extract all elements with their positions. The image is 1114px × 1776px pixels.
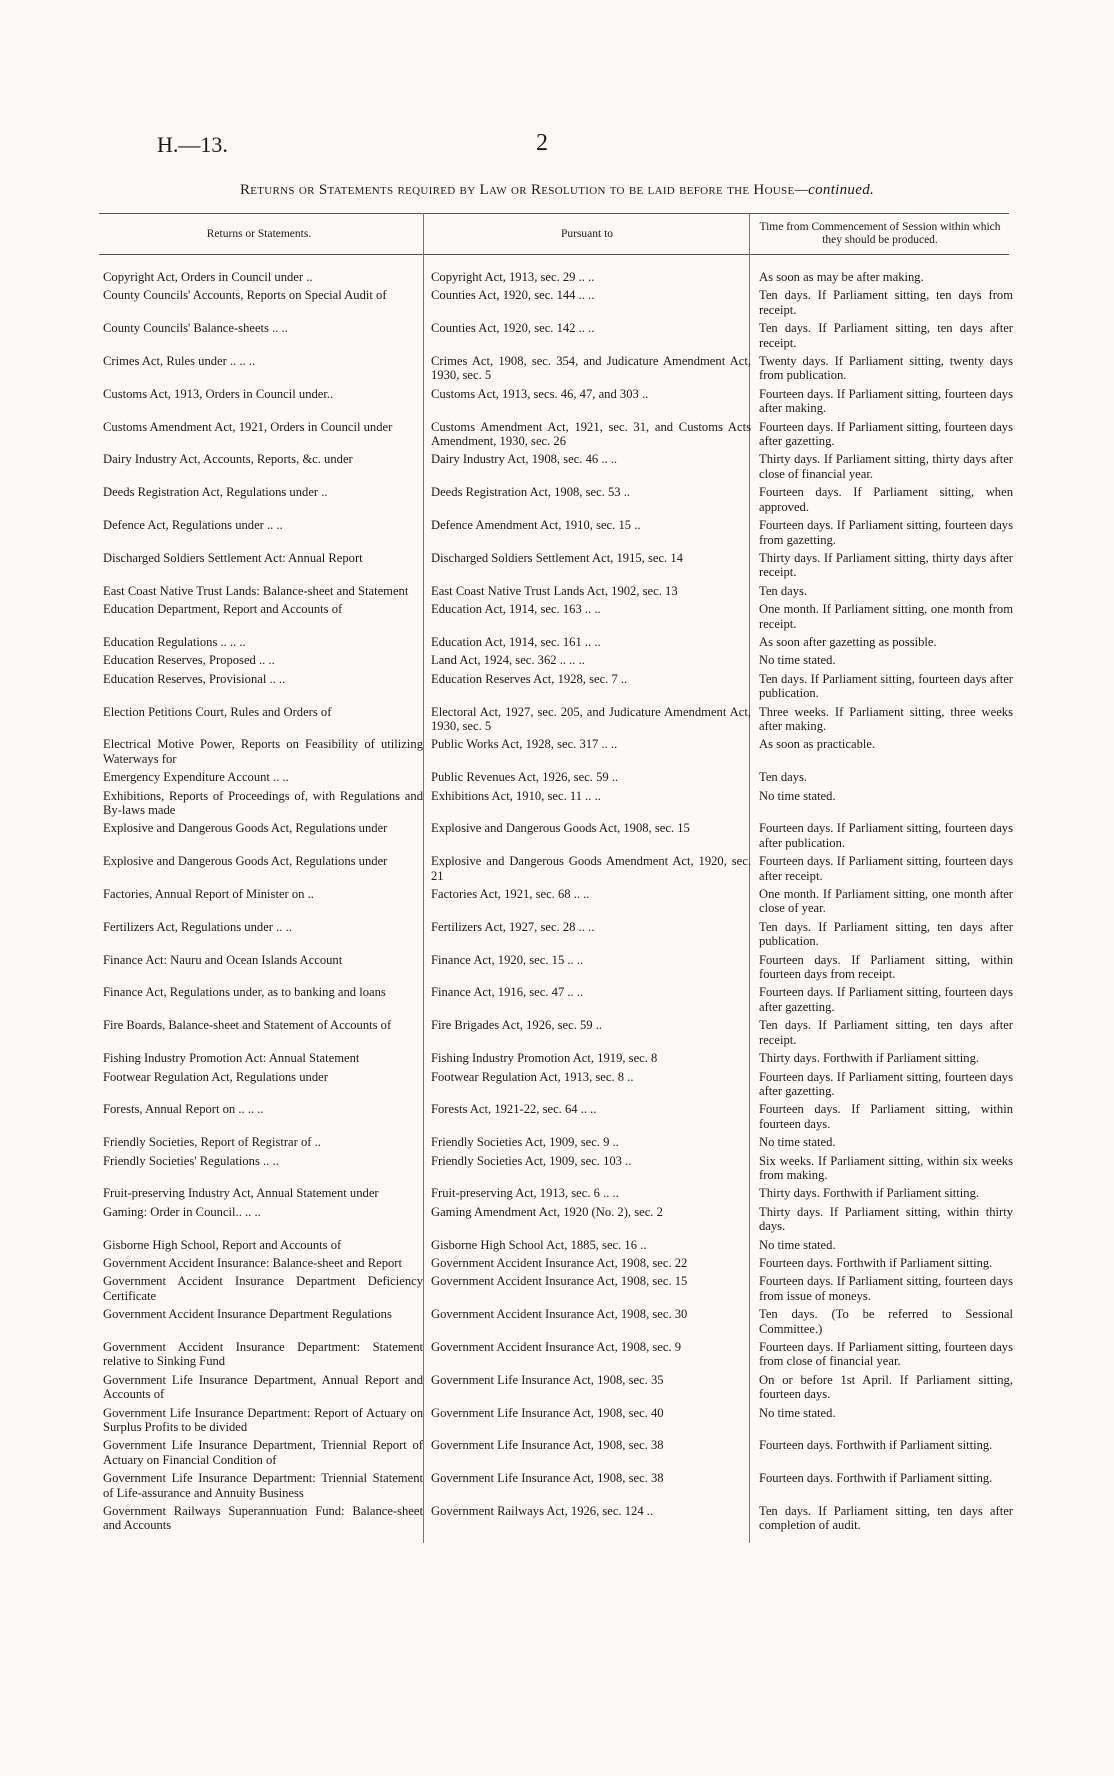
table-row xyxy=(99,551,1017,584)
returns-cell: Footwear Regulation Act, Regulations under xyxy=(103,1069,328,1084)
title-suffix: —continued. xyxy=(794,182,875,198)
pursuant-cell: Public Revenues Act, 1926, sec. 59 .. xyxy=(431,770,619,785)
time-cell: Thirty days. If Parliament sitting, thirty days after close of financial year. xyxy=(759,452,1013,481)
pursuant-cell: Finance Act, 1916, sec. 47 .. .. xyxy=(431,985,584,1000)
table-row xyxy=(99,387,1017,420)
returns-cell: Government Railways Superannuation Fund: Balance-sheet and Accounts xyxy=(103,1504,423,1533)
returns-cell: Government Accident Insurance: Balance-sheet and Report xyxy=(103,1255,402,1270)
pursuant-cell: Copyright Act, 1913, sec. 29 .. .. xyxy=(431,270,595,284)
returns-cell: East Coast Native Trust Lands: Balance-sheet and Statement xyxy=(103,583,409,598)
returns-cell: Finance Act, Regulations under, as to banking and loans xyxy=(103,985,386,1000)
table-row xyxy=(99,1438,1017,1471)
pursuant-cell: Friendly Societies Act, 1909, sec. 103 .. xyxy=(431,1153,632,1168)
pursuant-cell: Factories Act, 1921, sec. 68 .. .. xyxy=(431,887,590,902)
time-cell: Thirty days. Forthwith if Parliament sitting. xyxy=(759,1051,980,1066)
pursuant-cell: Finance Act, 1920, sec. 15 .. .. xyxy=(431,952,584,967)
table-row xyxy=(99,1406,1017,1439)
pursuant-cell: Explosive and Dangerous Goods Act, 1908, sec. 15 xyxy=(431,821,690,836)
table-row xyxy=(99,1274,1017,1307)
returns-cell: Fishing Industry Promotion Act: Annual Statement xyxy=(103,1051,360,1066)
column-header-time: Time from Commencement of Session within which they should be produced. xyxy=(759,221,1001,246)
pursuant-cell: Deeds Registration Act, 1908, sec. 53 .. xyxy=(431,485,631,500)
table-row xyxy=(99,518,1017,551)
returns-cell: Emergency Expenditure Account .. .. xyxy=(103,770,289,785)
pursuant-cell: Friendly Societies Act, 1909, sec. 9 .. xyxy=(431,1135,619,1150)
pursuant-cell: Defence Amendment Act, 1910, sec. 15 .. xyxy=(431,518,641,533)
header-top-rule xyxy=(99,213,1009,214)
pursuant-cell: Electoral Act, 1927, sec. 205, and Judicature Amendment Act, 1930, sec. 5 xyxy=(431,704,751,733)
pursuant-cell: Footwear Regulation Act, 1913, sec. 8 .. xyxy=(431,1069,634,1084)
pursuant-cell: Government Accident Insurance Act, 1908, sec. 9 xyxy=(431,1340,682,1354)
pursuant-cell: Government Accident Insurance Act, 1908, sec. 30 xyxy=(431,1307,688,1322)
returns-cell: Customs Act, 1913, Orders in Council under.. xyxy=(103,386,334,401)
table-row xyxy=(99,1205,1017,1238)
pursuant-cell: Counties Act, 1920, sec. 144 .. .. xyxy=(431,288,595,303)
pursuant-cell: Crimes Act, 1908, sec. 354, and Judicature Amendment Act, 1930, sec. 5 xyxy=(431,354,751,383)
pursuant-cell: Fire Brigades Act, 1926, sec. 59 .. xyxy=(431,1018,603,1033)
table-row xyxy=(99,789,1017,822)
time-cell: No time stated. xyxy=(759,1237,836,1252)
table-row xyxy=(99,584,1017,602)
returns-cell: Factories, Annual Report of Minister on .. xyxy=(103,887,314,902)
returns-cell: Government Accident Insurance Department Deficiency Certificate xyxy=(103,1274,423,1303)
time-cell: Fourteen days. If Parliament sitting, when approved. xyxy=(759,485,1013,514)
time-cell: Fourteen days. If Parliament sitting, fourteen days after gazetting. xyxy=(759,1069,1013,1098)
page-number: 2 xyxy=(536,130,548,156)
table-row xyxy=(99,321,1017,354)
pursuant-cell: Discharged Soldiers Settlement Act, 1915, sec. 14 xyxy=(431,550,683,565)
column-header-returns: Returns or Statements. xyxy=(206,228,312,240)
pursuant-cell: Government Life Insurance Act, 1908, sec. 35 xyxy=(431,1372,664,1387)
pursuant-cell: Dairy Industry Act, 1908, sec. 46 .. .. xyxy=(431,452,618,467)
pursuant-cell: Forests Act, 1921-22, sec. 64 .. .. xyxy=(431,1102,597,1117)
table-row xyxy=(99,1256,1017,1274)
returns-cell: Election Petitions Court, Rules and Orders of xyxy=(103,704,332,719)
table-row xyxy=(99,1102,1017,1135)
returns-cell: Education Regulations .. .. .. xyxy=(103,634,246,649)
returns-cell: Government Accident Insurance Department: Statement relative to Sinking Fund xyxy=(103,1340,423,1369)
time-cell: Ten days. (To be referred to Sessional Committee.) xyxy=(759,1307,1013,1336)
time-cell: Fourteen days. If Parliament sitting, fourteen days after gazetting. xyxy=(759,419,1013,449)
time-cell: Fourteen days. If Parliament sitting, fourteen days from issue of moneys. xyxy=(759,1274,1013,1303)
table-row xyxy=(99,1238,1017,1256)
time-cell: Thirty days. If Parliament sitting, within thirty days. xyxy=(759,1204,1013,1234)
table-row xyxy=(99,1135,1017,1153)
pursuant-cell: Explosive and Dangerous Goods Amendment Act, 1920, sec. 21 xyxy=(431,854,751,883)
table-row xyxy=(99,1070,1017,1103)
time-cell: Fourteen days. Forthwith if Parliament sitting. xyxy=(759,1438,993,1453)
time-cell: Thirty days. Forthwith if Parliament sitting. xyxy=(759,1186,980,1201)
pursuant-cell: East Coast Native Trust Lands Act, 1902, sec. 13 xyxy=(431,583,678,598)
time-cell: Six weeks. If Parliament sitting, within six weeks from making. xyxy=(759,1153,1013,1182)
returns-table xyxy=(99,270,1017,1537)
table-row xyxy=(99,672,1017,705)
pursuant-cell: Fertilizers Act, 1927, sec. 28 .. .. xyxy=(431,919,595,934)
time-cell: As soon as may be after making. xyxy=(759,270,924,284)
time-cell: Ten days. If Parliament sitting, ten days after publication. xyxy=(759,919,1013,949)
time-cell: No time stated. xyxy=(759,1405,836,1420)
pursuant-cell: Customs Amendment Act, 1921, sec. 31, and Customs Acts Amendment, 1930, sec. 26 xyxy=(431,419,751,449)
pursuant-cell: Government Accident Insurance Act, 1908, sec. 22 xyxy=(431,1255,688,1270)
time-cell: Fourteen days. If Parliament sitting, within fourteen days from receipt. xyxy=(759,952,1013,982)
time-cell: No time stated. xyxy=(759,1135,836,1150)
table-row xyxy=(99,920,1017,953)
pursuant-cell: Fishing Industry Promotion Act, 1919, sec. 8 xyxy=(431,1051,658,1066)
returns-cell: Fire Boards, Balance-sheet and Statement of Accounts of xyxy=(103,1018,392,1033)
time-cell: Fourteen days. If Parliament sitting, fourteen days from gazetting. xyxy=(759,518,1013,547)
returns-cell: Dairy Industry Act, Accounts, Reports, &c. under xyxy=(103,452,353,467)
time-cell: Fourteen days. If Parliament sitting, fourteen days from close of financial year. xyxy=(759,1340,1013,1369)
time-cell: As soon after gazetting as possible. xyxy=(759,634,937,649)
pursuant-cell: Fruit-preserving Act, 1913, sec. 6 .. .. xyxy=(431,1186,619,1201)
table-row xyxy=(99,705,1017,738)
time-cell: Fourteen days. If Parliament sitting, fourteen days after gazetting. xyxy=(759,985,1013,1014)
title-main: Returns or Statements required by Law or Resolution to be laid before the House xyxy=(239,182,795,198)
time-cell: Fourteen days. If Parliament sitting, within fourteen days. xyxy=(759,1102,1013,1131)
returns-cell: Exhibitions, Reports of Proceedings of, with Regulations and By-laws made xyxy=(103,788,423,817)
table-row xyxy=(99,1340,1017,1373)
returns-table-body xyxy=(99,270,1017,1537)
time-cell: Ten days. If Parliament sitting, ten days after receipt. xyxy=(759,1018,1013,1047)
returns-cell: Defence Act, Regulations under .. .. xyxy=(103,518,283,533)
time-cell: As soon as practicable. xyxy=(759,737,876,752)
time-cell: Fourteen days. If Parliament sitting, fourteen days after receipt. xyxy=(759,854,1013,883)
time-cell: Thirty days. If Parliament sitting, thirty days after receipt. xyxy=(759,550,1013,580)
table-row xyxy=(99,354,1017,387)
pursuant-cell: Gisborne High School Act, 1885, sec. 16 .. xyxy=(431,1237,647,1252)
page-title xyxy=(100,182,1014,199)
returns-cell: Copyright Act, Orders in Council under .. xyxy=(103,270,313,284)
time-cell: Ten days. If Parliament sitting, ten days after completion of audit. xyxy=(759,1504,1013,1533)
pursuant-cell: Education Reserves Act, 1928, sec. 7 .. xyxy=(431,671,628,686)
returns-cell: Government Life Insurance Department, Triennial Report of Actuary on Financial Condition of xyxy=(103,1438,423,1467)
pursuant-cell: Education Act, 1914, sec. 161 .. .. xyxy=(431,634,601,649)
table-row xyxy=(99,635,1017,653)
pursuant-cell: Government Life Insurance Act, 1908, sec. 38 xyxy=(431,1471,664,1486)
returns-cell: Electrical Motive Power, Reports on Feasibility of utilizing Waterways for xyxy=(103,737,423,766)
time-cell: One month. If Parliament sitting, one month from receipt. xyxy=(759,602,1013,631)
table-row xyxy=(99,1373,1017,1406)
returns-cell: Education Department, Report and Accounts of xyxy=(103,602,343,617)
returns-cell: Education Reserves, Proposed .. .. xyxy=(103,653,275,668)
table-row xyxy=(99,270,1017,288)
table-row xyxy=(99,985,1017,1018)
pursuant-cell: Counties Act, 1920, sec. 142 .. .. xyxy=(431,321,595,336)
time-cell: Twenty days. If Parliament sitting, twenty days from publication. xyxy=(759,354,1013,383)
time-cell: Fourteen days. If Parliament sitting, fourteen days after publication. xyxy=(759,821,1013,850)
returns-cell: Discharged Soldiers Settlement Act: Annual Report xyxy=(103,550,363,565)
time-cell: No time stated. xyxy=(759,788,836,803)
time-cell: Three weeks. If Parliament sitting, three weeks after making. xyxy=(759,704,1013,733)
time-cell: No time stated. xyxy=(759,653,836,668)
pursuant-cell: Education Act, 1914, sec. 163 .. .. xyxy=(431,602,601,617)
table-row xyxy=(99,821,1017,854)
returns-cell: Explosive and Dangerous Goods Act, Regulations under xyxy=(103,854,388,869)
header-bottom-rule xyxy=(99,254,1009,255)
time-cell: Ten days. If Parliament sitting, fourteen days after publication. xyxy=(759,671,1013,701)
returns-cell: Fruit-preserving Industry Act, Annual Statement under xyxy=(103,1186,379,1201)
table-row xyxy=(99,887,1017,920)
returns-cell: Friendly Societies' Regulations .. .. xyxy=(103,1153,279,1168)
returns-cell: Friendly Societies, Report of Registrar of .. xyxy=(103,1135,321,1150)
returns-cell: Finance Act: Nauru and Ocean Islands Account xyxy=(103,952,343,967)
returns-cell: Deeds Registration Act, Regulations under .. xyxy=(103,485,328,500)
table-row xyxy=(99,420,1017,453)
returns-cell: Fertilizers Act, Regulations under .. .. xyxy=(103,919,292,934)
time-cell: On or before 1st April. If Parliament sitting, fourteen days. xyxy=(759,1372,1013,1402)
returns-cell: Government Accident Insurance Department Regulations xyxy=(103,1307,392,1322)
table-row xyxy=(99,288,1017,321)
table-row xyxy=(99,1051,1017,1069)
returns-cell: Government Life Insurance Department: Triennial Statement of Life-assurance and Annuity Business xyxy=(103,1471,423,1500)
returns-cell: Crimes Act, Rules under .. .. .. xyxy=(103,354,256,369)
time-cell: Ten days. xyxy=(759,770,808,785)
returns-cell: Government Life Insurance Department: Report of Actuary on Surplus Profits to be divided xyxy=(103,1405,423,1435)
pursuant-cell: Government Railways Act, 1926, sec. 124 .. xyxy=(431,1504,654,1519)
time-cell: One month. If Parliament sitting, one month after close of year. xyxy=(759,887,1013,916)
table-row xyxy=(99,953,1017,986)
pursuant-cell: Exhibitions Act, 1910, sec. 11 .. .. xyxy=(431,788,601,803)
pursuant-cell: Government Accident Insurance Act, 1908, sec. 15 xyxy=(431,1274,688,1289)
table-row xyxy=(99,854,1017,887)
column-header-pursuant: Pursuant to xyxy=(560,228,614,240)
pursuant-cell: Public Works Act, 1928, sec. 317 .. .. xyxy=(431,737,618,752)
returns-cell: Education Reserves, Provisional .. .. xyxy=(103,671,286,686)
pursuant-cell: Land Act, 1924, sec. 362 .. .. .. xyxy=(431,653,585,668)
pursuant-cell: Customs Act, 1913, secs. 46, 47, and 303 .. xyxy=(431,386,649,401)
document-reference: H.—13. xyxy=(157,132,228,157)
time-cell: Fourteen days. Forthwith if Parliament sitting. xyxy=(759,1471,993,1486)
returns-cell: Customs Amendment Act, 1921, Orders in Council under xyxy=(103,419,393,434)
returns-cell: County Councils' Balance-sheets .. .. xyxy=(103,321,288,336)
table-row xyxy=(99,1018,1017,1051)
returns-cell: County Councils' Accounts, Reports on Special Audit of xyxy=(103,288,387,303)
pursuant-cell: Gaming Amendment Act, 1920 (No. 2), sec. 2 xyxy=(431,1204,663,1219)
returns-cell: Government Life Insurance Department, Annual Report and Accounts of xyxy=(103,1372,423,1402)
table-row xyxy=(99,602,1017,635)
table-row xyxy=(99,485,1017,518)
returns-cell: Forests, Annual Report on .. .. .. xyxy=(103,1102,264,1117)
returns-cell: Explosive and Dangerous Goods Act, Regulations under xyxy=(103,821,388,836)
time-cell: Fourteen days. Forthwith if Parliament sitting. xyxy=(759,1255,993,1270)
table-row xyxy=(99,1471,1017,1504)
table-row xyxy=(99,1504,1017,1537)
time-cell: Ten days. xyxy=(759,583,808,598)
returns-cell: Gisborne High School, Report and Accounts of xyxy=(103,1237,342,1252)
pursuant-cell: Government Life Insurance Act, 1908, sec. 38 xyxy=(431,1438,664,1453)
table-row xyxy=(99,737,1017,770)
table-row xyxy=(99,770,1017,788)
pursuant-cell: Government Life Insurance Act, 1908, sec. 40 xyxy=(431,1405,664,1420)
table-row xyxy=(99,452,1017,485)
table-row xyxy=(99,1186,1017,1204)
time-cell: Ten days. If Parliament sitting, ten days after receipt. xyxy=(759,321,1013,350)
table-row xyxy=(99,1154,1017,1187)
time-cell: Ten days. If Parliament sitting, ten days from receipt. xyxy=(759,288,1013,317)
table-row xyxy=(99,1307,1017,1340)
time-cell: Fourteen days. If Parliament sitting, fourteen days after making. xyxy=(759,386,1013,416)
table-row xyxy=(99,653,1017,671)
returns-cell: Gaming: Order in Council.. .. .. xyxy=(103,1204,261,1219)
